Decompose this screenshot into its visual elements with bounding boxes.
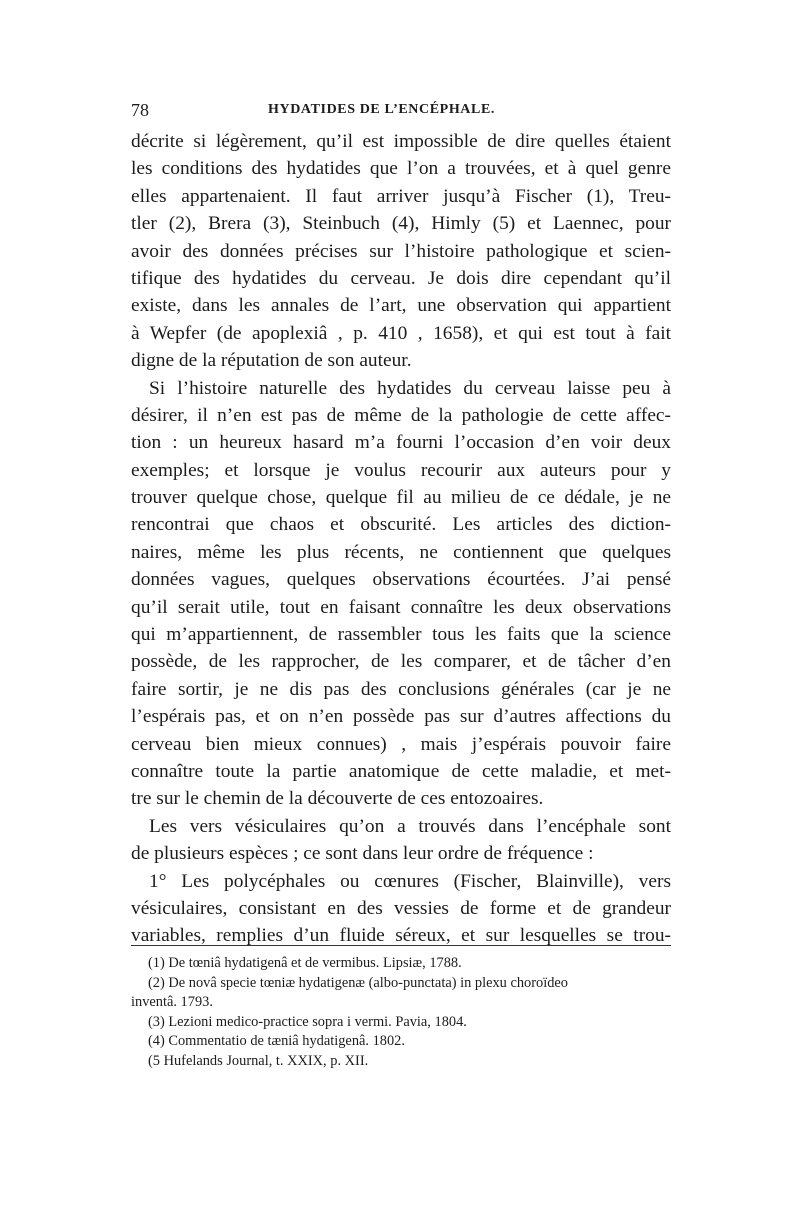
footnote-divider [131,945,671,946]
text-line: à Wepfer (de apoplexiâ , p. 410 , 1658), et qui est tout à fait [131,322,671,344]
text-line: Les vers vésiculaires qu’on a trouvés dans l’encéphale sont [149,815,671,837]
text-line: tler (2), Brera (3), Steinbuch (4), Himly (5) et Laennec, pour [131,213,671,235]
text-line: tifique des hydatides du cerveau. Je dois dire cependant qu’il [131,267,671,289]
text-line: cerveau bien mieux connues) , mais j’espérais pouvoir faire [131,733,671,755]
text-line: connaître toute la partie anatomique de cette maladie, et met- [131,760,671,782]
footnote: (5 Hufelands Journal, t. XXIX, p. XII. [148,1052,369,1069]
footnotes [131,954,668,1072]
text-line: exemples; et lorsque je voulus recourir aux auteurs pour y [131,459,671,481]
running-head: HYDATIDES DE L’ENCÉPHALE. [268,102,495,117]
text-line: avoir des données précises sur l’histoire pathologique et scien- [131,240,671,262]
text-line: elles appartenaient. Il faut arriver jusqu’à Fischer (1), Treu- [131,185,671,207]
text-line: trouver quelque chose, quelque fil au milieu de ce dédale, je ne [131,487,671,509]
page-header [131,100,671,120]
text-line: naires, même les plus récents, ne contiennent que quelques [131,541,671,563]
text-line: vésiculaires, consistant en des vessies de forme et de grandeur [131,897,671,919]
body-text [131,128,671,950]
text-line: qui m’appartiennent, de rassembler tous les faits que la science [131,624,671,646]
text-line: tre sur le chemin de la découverte de ces entozoaires. [131,788,544,810]
text-line: désirer, il n’en est pas de même de la pathologie de cette affec- [131,404,671,426]
text-line: les conditions des hydatides que l’on a trouvées, et à quel genre [131,158,671,180]
footnote-continuation: inventâ. 1793. [131,994,213,1011]
text-line: décrite si légèrement, qu’il est impossible de dire quelles étaient [131,131,671,152]
text-line: 1° Les polycéphales ou cœnures (Fischer, Blainville), vers [149,870,671,892]
footnote: (2) De novâ specie tœniæ hydatigenæ (albo-punctata) in plexu choroïdeo [148,974,568,991]
text-line: Si l’histoire naturelle des hydatides du cerveau laisse peu à [149,377,671,399]
footnote: (4) Commentatio de tæniâ hydatigenâ. 1802. [148,1033,405,1050]
footnote: (3) Lezioni medico-practice sopra i vermi. Pavia, 1804. [148,1013,467,1030]
text-line: tion : un heureux hasard m’a fourni l’occasion d’en voir deux [131,432,671,454]
text-line: l’espérais pas, et on n’en possède pas sur d’autres affections du [131,706,671,728]
footnote: (1) De tœniâ hydatigenâ et de vermibus. Lipsiæ, 1788. [148,955,462,971]
text-line: de plusieurs espèces ; ce sont dans leur ordre de fréquence : [131,843,594,865]
text-line: faire sortir, je ne dis pas des conclusions générales (car je ne [131,678,671,700]
text-line: variables, remplies d’un fluide séreux, et sur lesquelles se trou- [131,925,671,947]
page-number: 78 [131,100,149,120]
text-line: qu’il serait utile, tout en faisant connaître les deux observations [131,596,671,618]
text-line: existe, dans les annales de l’art, une observation qui appartient [131,295,671,317]
text-line: digne de la réputation de son auteur. [131,350,412,372]
text-line: rencontrai que chaos et obscurité. Les articles des diction- [131,514,671,536]
text-line: possède, de les rapprocher, de les comparer, et de tâcher d’en [131,651,671,673]
text-line: données vagues, quelques observations écourtées. J’ai pensé [131,569,671,591]
